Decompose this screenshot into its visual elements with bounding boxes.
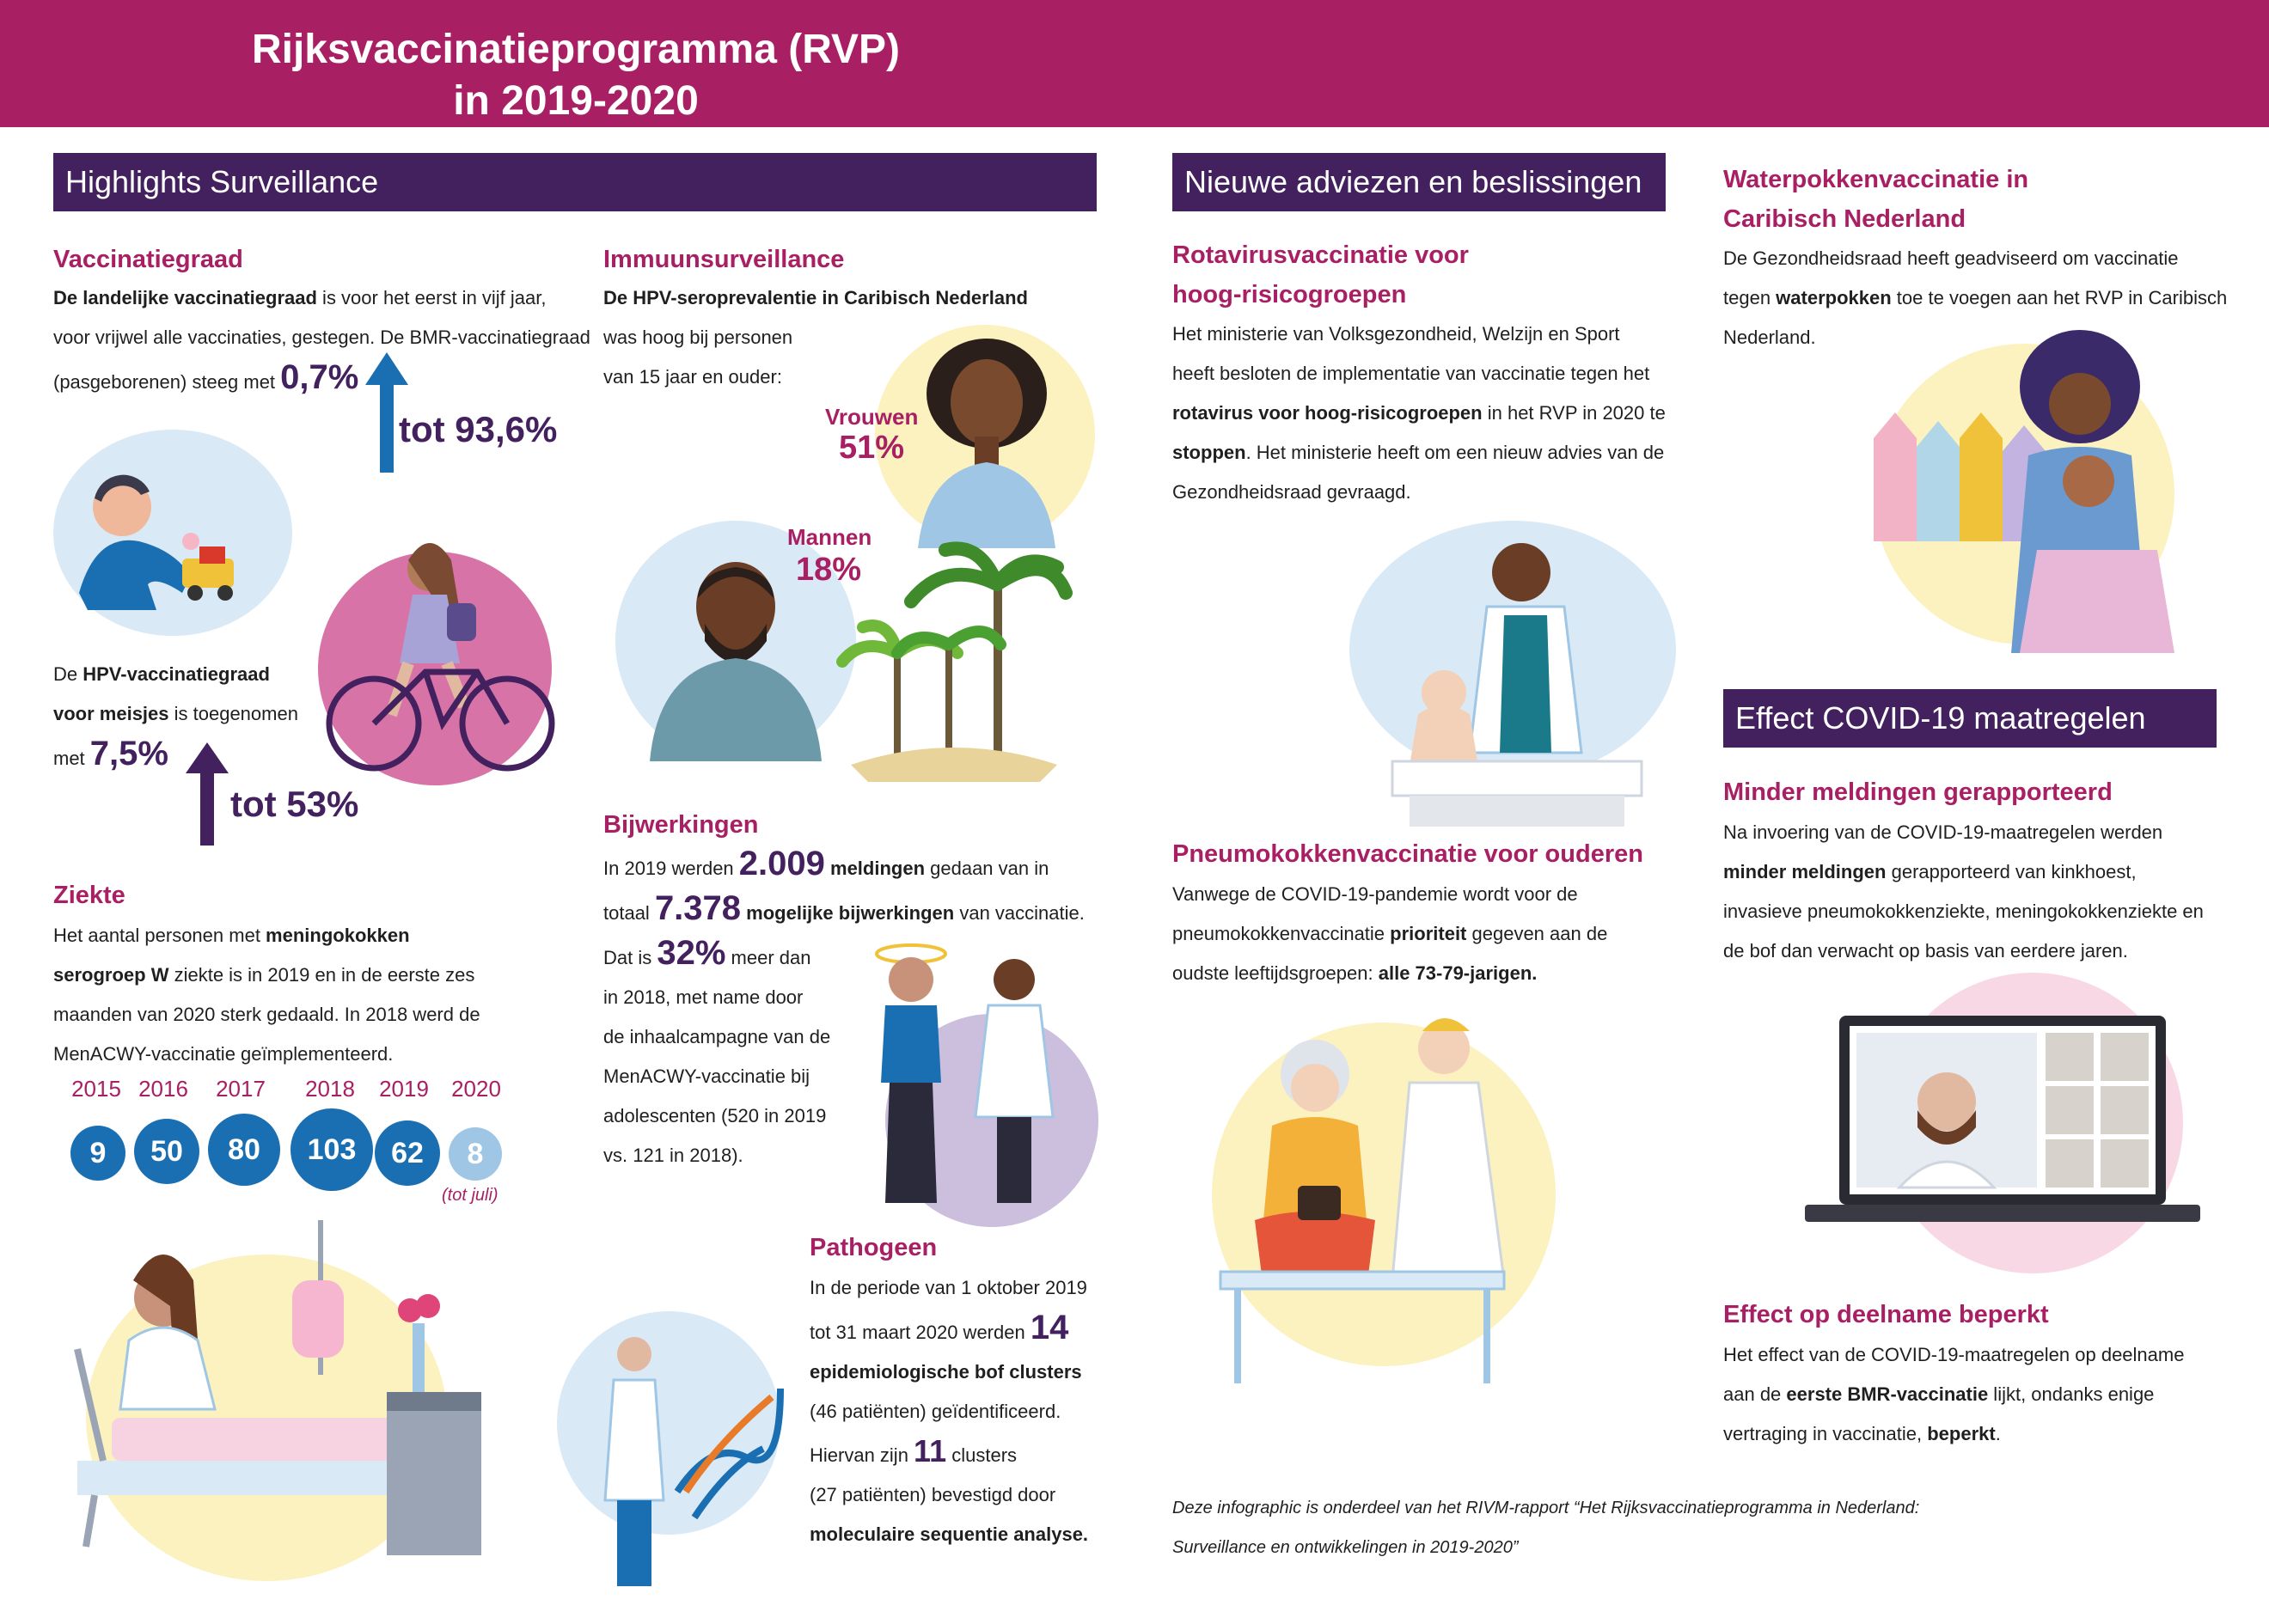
- meldingen-title: Minder meldingen gerapporteerd: [1723, 778, 2113, 806]
- value-2020: 8: [449, 1127, 502, 1181]
- up-arrow-purple-icon: [186, 742, 229, 846]
- bicycle-icon: [327, 526, 550, 784]
- page-title: Rijksvaccinatieprogramma (RVP) in 2019-2020: [251, 27, 901, 124]
- year-2018: 2018: [305, 1076, 355, 1102]
- hospital-bed-icon: [60, 1220, 507, 1581]
- year-2015: 2015: [71, 1076, 121, 1102]
- value-2019: 62: [375, 1120, 440, 1186]
- doctor-baby-icon: [1358, 538, 1667, 830]
- meldingen-text: Na invoering van de COVID-19-maatregelen werden minder meldingen gerapporteerd van kinkhoest, invasieve pneumokokkenziekte, meningokokkenziekte en de bof dan verwacht op basis van eerdere jaren.: [1723, 821, 2204, 962]
- rota-text: Het ministerie van Volksgezondheid, Welzijn en Sport heeft besloten de implementatie van vaccinatie tegen het rotavirus voor hoog-risicogroepen in het RVP in 2020 te stoppen. Het ministerie heeft om een nieuw advies van de Gezondheidsraad gevraagd.: [1172, 323, 1666, 503]
- pathogeen-text: In de periode van 1 oktober 2019 tot 31 maart 2020 werden 14 epidemiologische bof clusters (46 patiënten) geïdentificeerd. Hiervan zijn 11 clusters (27 patiënten) bevestigd door moleculaire sequentie analyse.: [810, 1277, 1089, 1545]
- year-2017: 2017: [216, 1076, 266, 1102]
- value-2016: 50: [134, 1119, 199, 1184]
- pneumo-title: Pneumokokkenvaccinatie voor ouderen: [1172, 840, 1643, 868]
- men-label: Mannen: [787, 524, 872, 550]
- baby-icon: [70, 464, 277, 619]
- hpv-text: De HPV-vaccinatiegraad voor meisjes is toegenomen met 7,5%: [53, 663, 298, 772]
- bijwerkingen-text: In 2019 werden 2.009 meldingen gedaan van in totaal 7.378 mogelijke bijwerkingen van vaccinatie. Dat is 32% meer dan in 2018, met name door de inhaalcampagne van de MenACWY-vaccinatie bij adolescenten (520 in 2019 vs. 121 in 2018).: [603, 845, 1085, 1166]
- value-2015: 9: [70, 1126, 125, 1181]
- women-value: 51%: [839, 430, 905, 466]
- woman-portrait-illustration: [875, 325, 1095, 545]
- hospital-bed-illustration: [86, 1255, 447, 1581]
- elderly-icon: [1203, 1014, 1581, 1418]
- deelname-text: Het effect van de COVID-19-maatregelen op deelname aan de eerste BMR-vaccinatie lijkt, ondanks enige vertraging in vaccinatie, beperkt.: [1723, 1344, 2185, 1444]
- doctor-patient-illustration: [885, 1014, 1098, 1227]
- band-surveillance: Highlights Surveillance: [53, 153, 1097, 211]
- laptop-icon: [1805, 1016, 2200, 1230]
- bmr-total: tot 93,6%: [399, 409, 558, 449]
- houses-icon: [1865, 327, 2192, 653]
- pneumo-text: Vanwege de COVID-19-pandemie wordt voor de pneumokokkenvaccinatie prioriteit gegeven aan de oudste leeftijdsgroepen: alle 73-79-jarigen.: [1172, 883, 1608, 984]
- waterpokken-title: Waterpokkenvaccinatie in Caribisch Nederland: [1723, 166, 2029, 233]
- year-2019: 2019: [379, 1076, 429, 1102]
- laptop-video-call-illustration: [1882, 973, 2183, 1273]
- ziekte-title: Ziekte: [53, 882, 125, 909]
- immuun-text: De HPV-seroprevalentie in Caribisch Nederland was hoog bij personen van 15 jaar en ouder:: [603, 287, 1028, 388]
- girl-bicycle-illustration: [318, 552, 552, 785]
- immuun-title: Immuunsurveillance: [603, 246, 845, 273]
- men-value: 18%: [796, 552, 862, 588]
- scientist-dna-illustration: [557, 1311, 780, 1535]
- year-2016: 2016: [138, 1076, 188, 1102]
- baby-toy-illustration: [53, 430, 292, 636]
- women-label: Vrouwen: [825, 404, 919, 430]
- vaccinatiegraad-text: De landelijke vaccinatiegraad is voor het eerst in vijf jaar, voor vrijwel alle vaccinaties, gestegen. De BMR-vaccinatiegraad (pasgeborenen) steeg met 0,7%: [53, 287, 590, 396]
- doctor-patient-icon: [859, 919, 1117, 1220]
- pathogeen-title: Pathogeen: [810, 1234, 938, 1261]
- band-covid: Effect COVID-19 maatregelen: [1723, 689, 2217, 748]
- band-adviezen: Nieuwe adviezen en beslissingen: [1172, 153, 1666, 211]
- ziekte-text: Het aantal personen met meningokokken serogroep W ziekte is in 2019 en in de eerste zes maanden van 2020 sterk gedaald. In 2018 werd de MenACWY-vaccinatie geïmplementeerd.: [53, 925, 480, 1065]
- deelname-title: Effect op deelname beperkt: [1723, 1301, 2049, 1328]
- value-2017: 80: [208, 1114, 280, 1186]
- palm-trees-illustration: [842, 550, 1066, 791]
- note-tot-juli: (tot juli): [442, 1186, 498, 1205]
- woman-icon: [901, 333, 1073, 548]
- year-2020: 2020: [451, 1076, 501, 1102]
- waterpokken-text: De Gezondheidsraad heeft geadviseerd om vaccinatie tegen waterpokken toe te voegen aan het RVP in Caribisch Nederland.: [1723, 247, 2228, 348]
- rota-title: Rotavirusvaccinatie voor hoog-risicogroepen: [1172, 241, 1469, 308]
- dna-icon: [566, 1320, 789, 1603]
- footer-note: Deze infographic is onderdeel van het RIVM-rapport “Het Rijksvaccinatieprogramma in Nederland: Surveillance en ontwikkelingen in 2019-2020”: [1172, 1499, 1920, 1557]
- elderly-vaccination-illustration: [1212, 1023, 1556, 1366]
- hpv-total: tot 53%: [230, 784, 359, 824]
- doctor-baby-illustration: [1349, 521, 1676, 778]
- value-2018: 103: [291, 1108, 373, 1191]
- bijwerkingen-title: Bijwerkingen: [603, 811, 759, 839]
- vaccinatiegraad-title: Vaccinatiegraad: [53, 246, 243, 273]
- mother-child-houses-illustration: [1874, 344, 2174, 644]
